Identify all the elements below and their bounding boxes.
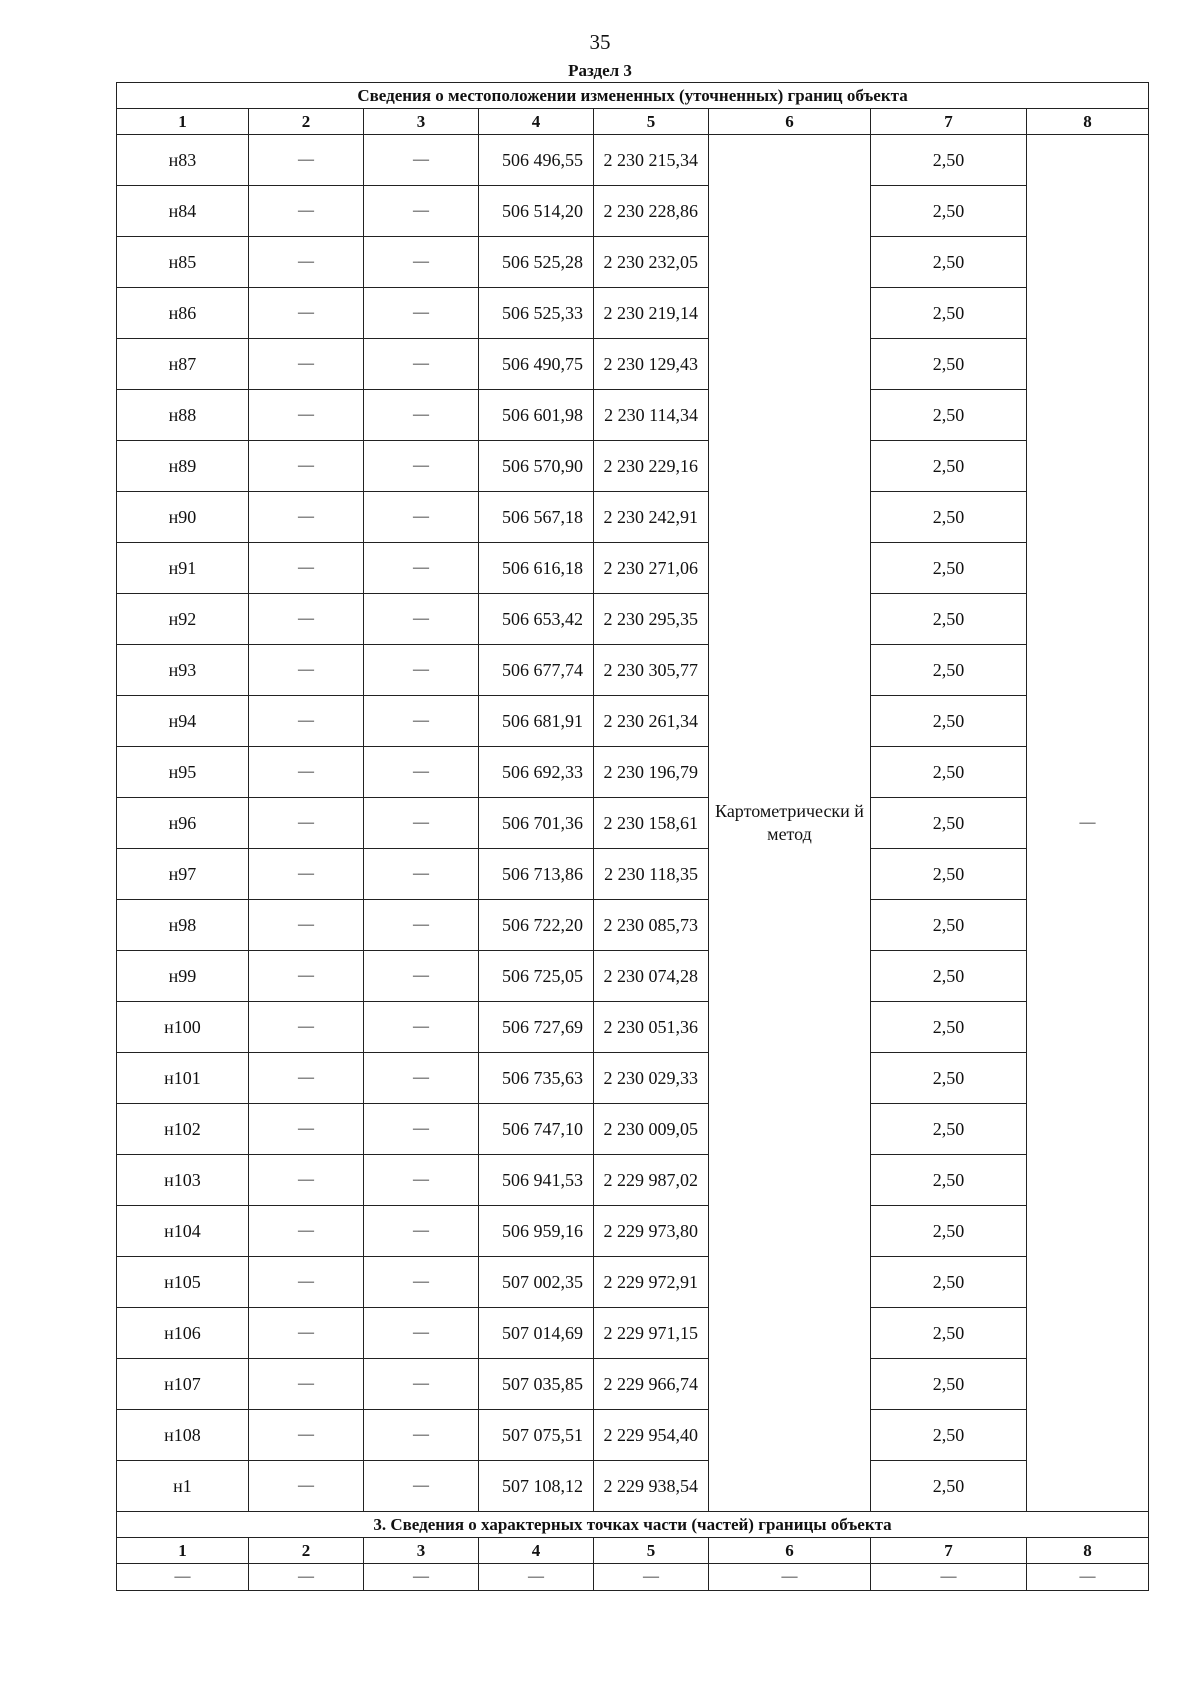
point-name-cell: н104 <box>117 1206 249 1257</box>
coordinate-y-cell: 2 230 196,79 <box>594 747 709 798</box>
coordinate-x-cell: 507 075,51 <box>479 1410 594 1461</box>
coordinate-y-cell: 2 230 114,34 <box>594 390 709 441</box>
column-2-cell: — <box>249 543 364 594</box>
column-2-cell: — <box>249 1461 364 1512</box>
column-2-cell: — <box>249 900 364 951</box>
accuracy-cell: 2,50 <box>871 339 1027 390</box>
coordinate-x-cell: 506 747,10 <box>479 1104 594 1155</box>
column-2-cell: — <box>249 390 364 441</box>
coordinate-y-cell: 2 230 232,05 <box>594 237 709 288</box>
table-row <box>117 951 1149 1002</box>
part-cell: — <box>249 1564 364 1591</box>
coordinate-x-cell: 506 567,18 <box>479 492 594 543</box>
column-2-cell: — <box>249 798 364 849</box>
coordinate-x-cell: 507 014,69 <box>479 1308 594 1359</box>
column-header: 8 <box>1027 1538 1149 1564</box>
coordinate-y-cell: 2 229 971,15 <box>594 1308 709 1359</box>
coordinate-y-cell: 2 230 228,86 <box>594 186 709 237</box>
coordinate-y-cell: 2 230 215,34 <box>594 135 709 186</box>
coordinate-y-cell: 2 230 242,91 <box>594 492 709 543</box>
column-2-cell: — <box>249 237 364 288</box>
column-header: 6 <box>709 109 871 135</box>
accuracy-cell: 2,50 <box>871 1257 1027 1308</box>
point-name-cell: н99 <box>117 951 249 1002</box>
column-2-cell: — <box>249 441 364 492</box>
point-name-cell: н94 <box>117 696 249 747</box>
column-3-cell: — <box>364 594 479 645</box>
column-2-cell: — <box>249 1206 364 1257</box>
coordinate-y-cell: 2 229 954,40 <box>594 1410 709 1461</box>
column-3-cell: — <box>364 798 479 849</box>
column-3-cell: — <box>364 237 479 288</box>
column-header: 6 <box>709 1538 871 1564</box>
coordinate-x-cell: 506 601,98 <box>479 390 594 441</box>
part-cell: — <box>1027 1564 1149 1591</box>
table-row <box>117 900 1149 951</box>
column-header: 4 <box>479 1538 594 1564</box>
point-name-cell: н88 <box>117 390 249 441</box>
coordinate-y-cell: 2 230 009,05 <box>594 1104 709 1155</box>
column-3-cell: — <box>364 1104 479 1155</box>
accuracy-cell: 2,50 <box>871 186 1027 237</box>
column-2-cell: — <box>249 849 364 900</box>
point-name-cell: н91 <box>117 543 249 594</box>
accuracy-cell: 2,50 <box>871 390 1027 441</box>
accuracy-cell: 2,50 <box>871 1308 1027 1359</box>
column-header-row <box>117 109 1149 135</box>
column-2-cell: — <box>249 1257 364 1308</box>
column-header: 5 <box>594 1538 709 1564</box>
point-name-cell: н90 <box>117 492 249 543</box>
coordinate-x-cell: 506 525,28 <box>479 237 594 288</box>
accuracy-cell: 2,50 <box>871 135 1027 186</box>
accuracy-cell: 2,50 <box>871 1410 1027 1461</box>
coordinate-y-cell: 2 230 118,35 <box>594 849 709 900</box>
accuracy-cell: 2,50 <box>871 1053 1027 1104</box>
accuracy-cell: 2,50 <box>871 1206 1027 1257</box>
column-2-cell: — <box>249 1053 364 1104</box>
column-header: 5 <box>594 109 709 135</box>
column-3-cell: — <box>364 1410 479 1461</box>
part-cell: — <box>871 1564 1027 1591</box>
table-row <box>117 1308 1149 1359</box>
column-2-cell: — <box>249 1002 364 1053</box>
coordinate-x-cell: 506 713,86 <box>479 849 594 900</box>
column-3-cell: — <box>364 492 479 543</box>
coordinate-x-cell: 506 616,18 <box>479 543 594 594</box>
column-2-cell: — <box>249 339 364 390</box>
column-header: 7 <box>871 109 1027 135</box>
table-row <box>117 1104 1149 1155</box>
table-row <box>117 237 1149 288</box>
coordinate-x-cell: 506 496,55 <box>479 135 594 186</box>
coordinate-y-cell: 2 230 229,16 <box>594 441 709 492</box>
accuracy-cell: 2,50 <box>871 951 1027 1002</box>
table-row <box>117 135 1149 186</box>
table-caption-row <box>117 83 1149 109</box>
point-name-cell: н98 <box>117 900 249 951</box>
column-2-cell: — <box>249 288 364 339</box>
part-table-row <box>117 1564 1149 1591</box>
accuracy-cell: 2,50 <box>871 543 1027 594</box>
column-header: 8 <box>1027 109 1149 135</box>
table-row <box>117 339 1149 390</box>
accuracy-cell: 2,50 <box>871 1461 1027 1512</box>
accuracy-cell: 2,50 <box>871 798 1027 849</box>
column-2-cell: — <box>249 1308 364 1359</box>
column-3-cell: — <box>364 339 479 390</box>
point-name-cell: н107 <box>117 1359 249 1410</box>
point-name-cell: н87 <box>117 339 249 390</box>
column-header: 4 <box>479 109 594 135</box>
point-name-cell: н100 <box>117 1002 249 1053</box>
point-name-cell: н95 <box>117 747 249 798</box>
coordinate-x-cell: 506 514,20 <box>479 186 594 237</box>
table-row <box>117 594 1149 645</box>
point-name-cell: н89 <box>117 441 249 492</box>
table-row <box>117 696 1149 747</box>
coordinate-x-cell: 507 108,12 <box>479 1461 594 1512</box>
column-3-cell: — <box>364 1206 479 1257</box>
coordinate-x-cell: 506 727,69 <box>479 1002 594 1053</box>
point-name-cell: н101 <box>117 1053 249 1104</box>
accuracy-cell: 2,50 <box>871 645 1027 696</box>
coordinate-x-cell: 506 570,90 <box>479 441 594 492</box>
accuracy-cell: 2,50 <box>871 849 1027 900</box>
part-column-header-row <box>117 1538 1149 1564</box>
column-3-cell: — <box>364 441 479 492</box>
column-3-cell: — <box>364 951 479 1002</box>
table-row <box>117 1359 1149 1410</box>
table-row <box>117 390 1149 441</box>
column-3-cell: — <box>364 186 479 237</box>
coordinate-y-cell: 2 230 051,36 <box>594 1002 709 1053</box>
column-8-cell: — <box>1027 135 1149 1512</box>
accuracy-cell: 2,50 <box>871 747 1027 798</box>
column-3-cell: — <box>364 1359 479 1410</box>
accuracy-cell: 2,50 <box>871 696 1027 747</box>
coordinate-x-cell: 506 692,33 <box>479 747 594 798</box>
column-3-cell: — <box>364 900 479 951</box>
table-caption: Сведения о местоположении измененных (уточненных) границ объекта <box>117 83 1149 109</box>
coordinate-y-cell: 2 230 129,43 <box>594 339 709 390</box>
coordinate-x-cell: 506 701,36 <box>479 798 594 849</box>
accuracy-cell: 2,50 <box>871 1104 1027 1155</box>
part-cell: — <box>479 1564 594 1591</box>
coordinate-x-cell: 506 653,42 <box>479 594 594 645</box>
table-row <box>117 645 1149 696</box>
column-header: 1 <box>117 1538 249 1564</box>
coordinate-x-cell: 506 959,16 <box>479 1206 594 1257</box>
table-row <box>117 1206 1149 1257</box>
table-row <box>117 543 1149 594</box>
column-3-cell: — <box>364 543 479 594</box>
accuracy-cell: 2,50 <box>871 900 1027 951</box>
column-2-cell: — <box>249 645 364 696</box>
column-header: 2 <box>249 1538 364 1564</box>
part-caption: 3. Сведения о характерных точках части (частей) границы объекта <box>117 1512 1149 1538</box>
column-3-cell: — <box>364 1257 479 1308</box>
column-3-cell: — <box>364 1053 479 1104</box>
point-name-cell: н103 <box>117 1155 249 1206</box>
column-2-cell: — <box>249 135 364 186</box>
table-row <box>117 1002 1149 1053</box>
column-2-cell: — <box>249 186 364 237</box>
coordinate-x-cell: 507 035,85 <box>479 1359 594 1410</box>
column-3-cell: — <box>364 849 479 900</box>
part-cell: — <box>594 1564 709 1591</box>
accuracy-cell: 2,50 <box>871 1359 1027 1410</box>
part-cell: — <box>117 1564 249 1591</box>
column-2-cell: — <box>249 492 364 543</box>
table-row <box>117 849 1149 900</box>
point-name-cell: н108 <box>117 1410 249 1461</box>
coordinate-y-cell: 2 230 305,77 <box>594 645 709 696</box>
page-number: 35 <box>589 30 611 54</box>
coordinate-x-cell: 506 722,20 <box>479 900 594 951</box>
column-2-cell: — <box>249 1410 364 1461</box>
accuracy-cell: 2,50 <box>871 1002 1027 1053</box>
table-row <box>117 186 1149 237</box>
table-row <box>117 798 1149 849</box>
coordinate-x-cell: 506 490,75 <box>479 339 594 390</box>
point-name-cell: н85 <box>117 237 249 288</box>
table-row <box>117 1257 1149 1308</box>
column-2-cell: — <box>249 696 364 747</box>
column-header: 3 <box>364 109 479 135</box>
column-3-cell: — <box>364 696 479 747</box>
accuracy-cell: 2,50 <box>871 492 1027 543</box>
part-cell: — <box>709 1564 871 1591</box>
part-caption-row <box>117 1512 1149 1538</box>
point-name-cell: н106 <box>117 1308 249 1359</box>
table-row <box>117 441 1149 492</box>
point-name-cell: н93 <box>117 645 249 696</box>
point-name-cell: н97 <box>117 849 249 900</box>
table-row <box>117 1410 1149 1461</box>
table-row <box>117 747 1149 798</box>
accuracy-cell: 2,50 <box>871 237 1027 288</box>
column-3-cell: — <box>364 135 479 186</box>
coordinate-y-cell: 2 229 972,91 <box>594 1257 709 1308</box>
column-3-cell: — <box>364 645 479 696</box>
coordinate-x-cell: 506 941,53 <box>479 1155 594 1206</box>
coordinate-y-cell: 2 230 074,28 <box>594 951 709 1002</box>
column-header: 7 <box>871 1538 1027 1564</box>
column-3-cell: — <box>364 1155 479 1206</box>
point-name-cell: н84 <box>117 186 249 237</box>
coordinate-x-cell: 506 681,91 <box>479 696 594 747</box>
table-row <box>117 288 1149 339</box>
point-name-cell: н1 <box>117 1461 249 1512</box>
point-name-cell: н92 <box>117 594 249 645</box>
coordinate-x-cell: 506 725,05 <box>479 951 594 1002</box>
column-3-cell: — <box>364 1461 479 1512</box>
point-name-cell: н105 <box>117 1257 249 1308</box>
column-3-cell: — <box>364 747 479 798</box>
coordinate-y-cell: 2 230 295,35 <box>594 594 709 645</box>
coordinate-y-cell: 2 230 219,14 <box>594 288 709 339</box>
part-cell: — <box>364 1564 479 1591</box>
column-header: 2 <box>249 109 364 135</box>
method-cell: Картометрически й метод <box>709 135 871 1512</box>
column-3-cell: — <box>364 288 479 339</box>
column-3-cell: — <box>364 1308 479 1359</box>
column-2-cell: — <box>249 1104 364 1155</box>
column-2-cell: — <box>249 747 364 798</box>
coordinate-y-cell: 2 230 085,73 <box>594 900 709 951</box>
table-row <box>117 492 1149 543</box>
coordinate-x-cell: 506 525,33 <box>479 288 594 339</box>
column-2-cell: — <box>249 1359 364 1410</box>
column-3-cell: — <box>364 1002 479 1053</box>
column-header: 1 <box>117 109 249 135</box>
table-row <box>117 1461 1149 1512</box>
coordinate-y-cell: 2 229 973,80 <box>594 1206 709 1257</box>
point-name-cell: н102 <box>117 1104 249 1155</box>
coordinate-y-cell: 2 230 261,34 <box>594 696 709 747</box>
coordinate-y-cell: 2 230 158,61 <box>594 798 709 849</box>
coordinate-y-cell: 2 229 987,02 <box>594 1155 709 1206</box>
column-2-cell: — <box>249 951 364 1002</box>
column-2-cell: — <box>249 1155 364 1206</box>
accuracy-cell: 2,50 <box>871 441 1027 492</box>
coordinate-x-cell: 506 677,74 <box>479 645 594 696</box>
table-row <box>117 1155 1149 1206</box>
coordinate-y-cell: 2 230 029,33 <box>594 1053 709 1104</box>
column-2-cell: — <box>249 594 364 645</box>
coordinate-x-cell: 507 002,35 <box>479 1257 594 1308</box>
accuracy-cell: 2,50 <box>871 594 1027 645</box>
column-header: 3 <box>364 1538 479 1564</box>
point-name-cell: н96 <box>117 798 249 849</box>
accuracy-cell: 2,50 <box>871 1155 1027 1206</box>
column-3-cell: — <box>364 390 479 441</box>
coordinate-y-cell: 2 229 938,54 <box>594 1461 709 1512</box>
table-row <box>117 1053 1149 1104</box>
coordinate-y-cell: 2 230 271,06 <box>594 543 709 594</box>
coordinate-y-cell: 2 229 966,74 <box>594 1359 709 1410</box>
point-name-cell: н86 <box>117 288 249 339</box>
accuracy-cell: 2,50 <box>871 288 1027 339</box>
coordinate-x-cell: 506 735,63 <box>479 1053 594 1104</box>
point-name-cell: н83 <box>117 135 249 186</box>
boundary-table <box>116 82 1149 1591</box>
section-title: Раздел 3 <box>568 61 632 80</box>
